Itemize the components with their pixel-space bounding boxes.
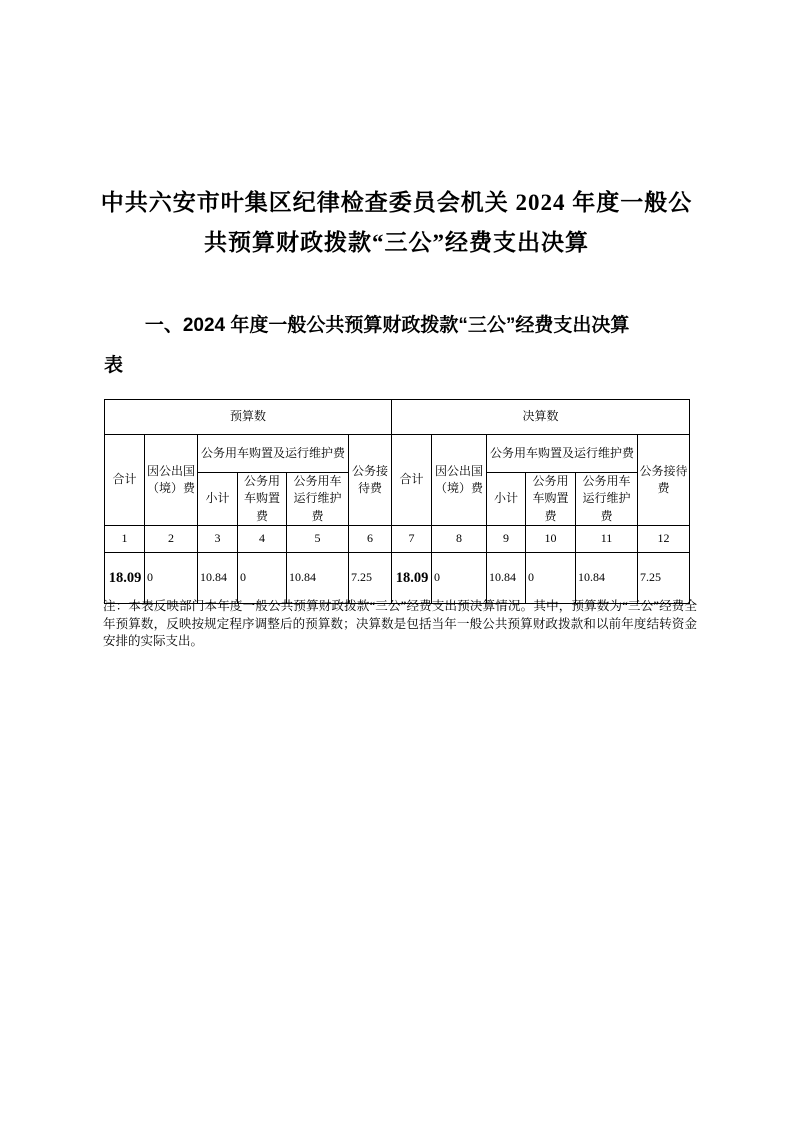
column-number: 9 (487, 526, 526, 553)
table-note: 注：本表反映部门本年度一般公共预算财政拨款“三公”经费支出预决算情况。其中，预算数为“三公”经费全年预算数，反映按规定程序调整后的预算数；决算数是包括当年一般公共预算财政拨款和以前年度结转资金安排的实际支出。 (103, 599, 697, 648)
document-title (80, 183, 713, 263)
column-number: 12 (638, 526, 690, 553)
group-header-budget: 预算数 (105, 400, 392, 435)
value-vehicle-subtotal-budget: 10.84 (198, 553, 238, 604)
col-header-abroad-budget: 因公出国（境）费 (145, 435, 198, 526)
column-number: 3 (198, 526, 238, 553)
col-header-vehicle-purchase-budget: 公务用车购置费 (238, 473, 287, 526)
column-number: 7 (392, 526, 432, 553)
value-reception-budget: 7.25 (349, 553, 392, 604)
value-vehicle-operation-final: 10.84 (576, 553, 638, 604)
value-vehicle-operation-budget: 10.84 (287, 553, 349, 604)
col-header-vehicle-operation-budget: 公务用车运行维护费 (287, 473, 349, 526)
col-header-vehicle-subtotal-budget: 小计 (198, 473, 238, 526)
col-header-abroad-final: 因公出国（境）费 (432, 435, 487, 526)
col-header-total-final: 合计 (392, 435, 432, 526)
col-header-vehicle-group-budget: 公务用车购置及运行维护费 (198, 435, 349, 473)
value-vehicle-subtotal-final: 10.84 (487, 553, 526, 604)
column-number: 10 (526, 526, 576, 553)
column-number: 6 (349, 526, 392, 553)
value-abroad-final: 0 (432, 553, 487, 604)
value-vehicle-purchase-final: 0 (526, 553, 576, 604)
col-header-vehicle-subtotal-final: 小计 (487, 473, 526, 526)
value-reception-final: 7.25 (638, 553, 690, 604)
section-heading-line-1: 一、2024 年度一般公共预算财政拨款“三公”经费支出决算 (144, 315, 630, 336)
column-number: 4 (238, 526, 287, 553)
document-title-line-1: 中共六安市叶集区纪律检查委员会机关 2024 年度一般公 (100, 190, 693, 215)
column-number: 11 (576, 526, 638, 553)
document-title-line-2: 共预算财政拨款“三公”经费支出决算 (204, 230, 589, 255)
value-abroad-budget: 0 (145, 553, 198, 604)
column-number: 5 (287, 526, 349, 553)
section-heading (104, 306, 698, 386)
value-total-final: 18.09 (392, 553, 432, 604)
column-number: 8 (432, 526, 487, 553)
value-vehicle-purchase-budget: 0 (238, 553, 287, 604)
budget-table-container (104, 399, 691, 604)
col-header-reception-budget: 公务接待费 (349, 435, 392, 526)
col-header-reception-final: 公务接待费 (638, 435, 690, 526)
value-total-budget: 18.09 (105, 553, 145, 604)
column-number: 2 (145, 526, 198, 553)
col-header-vehicle-group-final: 公务用车购置及运行维护费 (487, 435, 638, 473)
column-number: 1 (105, 526, 145, 553)
col-header-vehicle-purchase-final: 公务用车购置费 (526, 473, 576, 526)
col-header-vehicle-operation-final: 公务用车运行维护费 (576, 473, 638, 526)
col-header-total-budget: 合计 (105, 435, 145, 526)
group-header-final: 决算数 (392, 400, 690, 435)
budget-table (104, 399, 690, 604)
section-heading-line-2: 表 (104, 355, 124, 376)
